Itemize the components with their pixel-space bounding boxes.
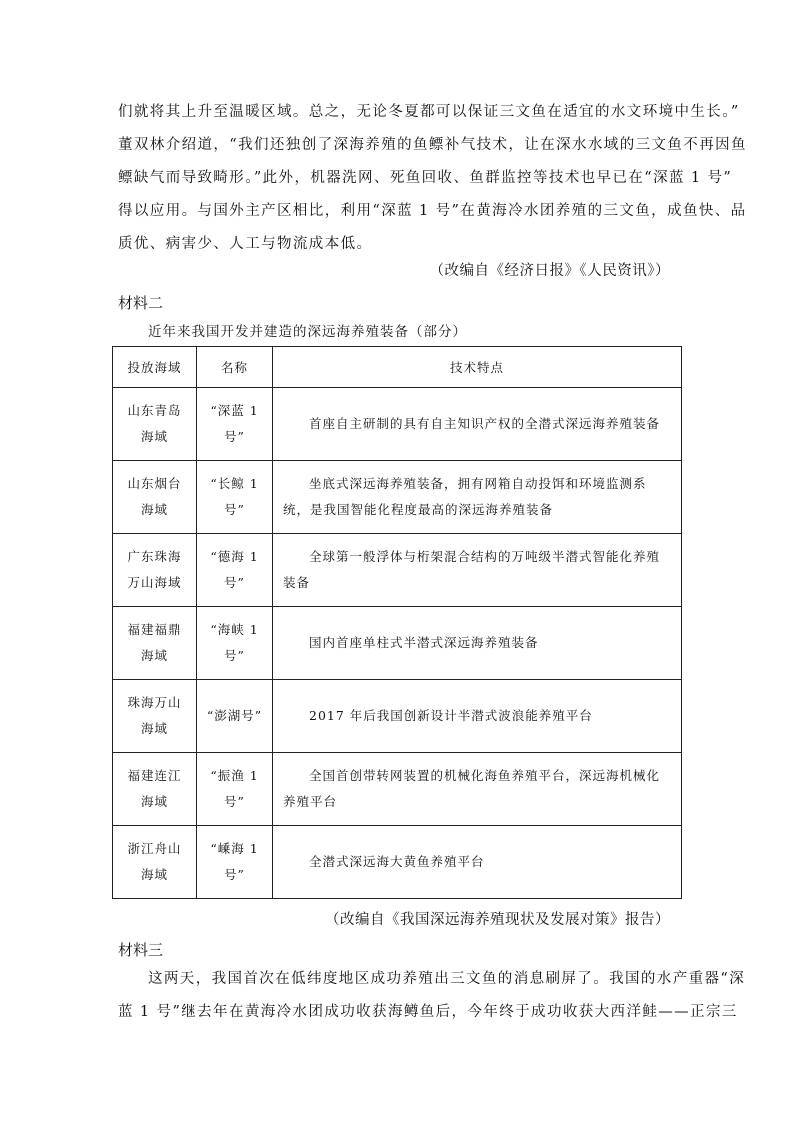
- cell-name: “深蓝 1 号”: [197, 388, 273, 461]
- text-line: 这两天，我国首次在低纬度地区成功养殖出三文鱼的消息刷屏了。我国的水产重器“深: [148, 971, 746, 987]
- cell-name: “德海 1 号”: [197, 534, 273, 607]
- table-row: [113, 826, 682, 899]
- cell-name: “海峡 1 号”: [197, 607, 273, 680]
- cell-feature: 坐底式深远海养殖装备，拥有网箱自动投饵和环境监测系统，是我国智能化程度最高的深远海养殖装备: [273, 461, 682, 534]
- cell-name: “长鲸 1 号”: [197, 461, 273, 534]
- cell-sea: 珠海万山 海域: [113, 680, 197, 753]
- header-sea: 投放海域: [113, 347, 197, 388]
- header-name: 名称: [197, 347, 273, 388]
- table-row: [113, 388, 682, 461]
- cell-feature: 首座自主研制的具有自主知识产权的全潜式深远海养殖装备: [273, 388, 682, 461]
- cell-feature: 全国首创带转网装置的机械化海鱼养殖平台，深远海机械化养殖平台: [273, 753, 682, 826]
- cell-sea: 福建福鼎 海域: [113, 607, 197, 680]
- cell-feature: 国内首座单柱式半潜式深远海养殖装备: [273, 607, 682, 680]
- material2-heading: 材料二: [118, 294, 164, 312]
- material3-paragraph: [118, 963, 746, 1029]
- text-line: 蓝 1 号”继去年在黄海冷水团成功收获海鳟鱼后，今年终于成功收获大西洋鲑——正宗三: [118, 1004, 738, 1020]
- cell-name: “澎湖号”: [197, 680, 273, 753]
- table-row: [113, 607, 682, 680]
- material1-paragraph: [118, 96, 747, 261]
- cell-sea: 山东烟台 海域: [113, 461, 197, 534]
- table-header-row: [113, 347, 682, 388]
- cell-sea: 福建连江 海域: [113, 753, 197, 826]
- cell-feature: 全球第一般浮体与桁架混合结构的万吨级半潜式智能化养殖装备: [273, 534, 682, 607]
- text-line: 得以应用。与国外主产区相比，利用“深蓝 1 号”在黄海冷水团养殖的三文鱼，成鱼快、品: [118, 203, 747, 219]
- cell-sea: 浙江舟山 海域: [113, 826, 197, 899]
- text-line: 鳔缺气而导致畸形。”此外，机器洗网、死鱼回收、鱼群监控等技术也早已在“深蓝 1 号”: [118, 170, 733, 186]
- cell-name: “嵊海 1 号”: [197, 826, 273, 899]
- table-caption: 近年来我国开发并建造的深远海养殖装备（部分）: [148, 324, 467, 340]
- cell-name: “振渔 1 号”: [197, 753, 273, 826]
- material2-source: （改编自《我国深远海养殖现状及发展对策》报告）: [325, 912, 670, 928]
- equipment-table: [112, 346, 682, 899]
- table-row: [113, 680, 682, 753]
- material3-heading: 材料三: [118, 941, 164, 959]
- table-row: [113, 461, 682, 534]
- cell-feature: 全潜式深远海大黄鱼养殖平台: [273, 826, 682, 899]
- cell-sea: 广东珠海 万山海域: [113, 534, 197, 607]
- text-line: 董双林介绍道，“我们还独创了深海养殖的鱼鳔补气技术，让在深水水域的三文鱼不再因鱼: [118, 137, 747, 153]
- header-feature: 技术特点: [273, 347, 682, 388]
- table-row: [113, 753, 682, 826]
- material1-source: （改编自《经济日报》《人民资讯》）: [429, 263, 670, 279]
- cell-feature: 2017 年后我国创新设计半潜式波浪能养殖平台: [273, 680, 682, 753]
- text-line: 们就将其上升至温暖区域。总之，无论冬夏都可以保证三文鱼在适宜的水文环境中生长。”: [118, 104, 740, 120]
- text-line: 质优、病害少、人工与物流成本低。: [118, 236, 373, 252]
- cell-sea: 山东青岛 海域: [113, 388, 197, 461]
- table-row: [113, 534, 682, 607]
